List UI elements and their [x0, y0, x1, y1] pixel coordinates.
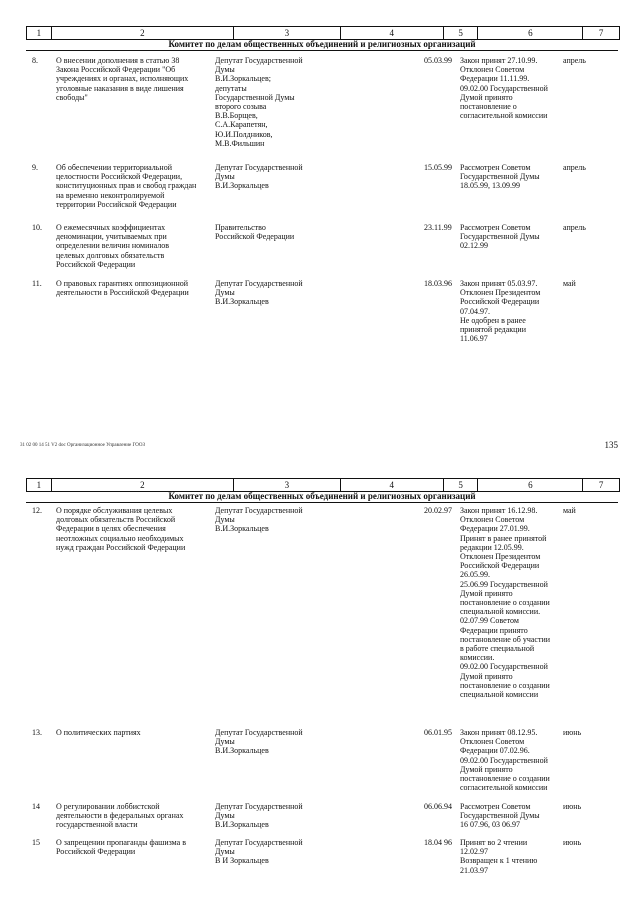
bill-date: 18.03.96 [424, 279, 452, 288]
bill-month: июнь [563, 838, 582, 847]
column-header-3: 3 [234, 27, 341, 39]
column-header-5: 5 [444, 27, 479, 39]
bill-author: Депутат Государственной Думы В.И.Зоркальцев [215, 163, 303, 191]
bill-month: май [563, 506, 576, 515]
section-title: Комитет по делам общественных объединений и религиозных организаций [26, 39, 618, 51]
bill-status: Закон принят 08.12.95. Отклонен Советом Федерации 07.02.96. 09.02.00 Государственной Думой принято постановление о создании согласительной комиссии [460, 728, 550, 793]
bill-title: Об обеспечении территориальной целостности Российской Федерации, конституционных прав и свобод граждан на временно неконтролируемой территории Российской Федерации [56, 163, 197, 209]
row-number: 15 [32, 838, 40, 847]
bill-title: О ежемесячных коэффициентах деноминации, учитываемых при определении величин номиналов целевых долговых обязательств Российской Федерации [56, 223, 170, 269]
bill-title: О правовых гарантиях оппозиционной деятельности в Российской Федерации [56, 279, 189, 298]
column-header-4: 4 [341, 27, 444, 39]
bill-month: июнь [563, 728, 582, 737]
bill-date: 06.06.94 [424, 802, 452, 811]
bill-month: апрель [563, 56, 586, 65]
bill-author: Депутат Государственной Думы В.И.Зоркальцев; депутаты Государственной Думы второго созыва В.В.Борщев, С.А.Карапетян, Ю.И.Полдников, М.В.Фильшин [215, 56, 303, 148]
bill-date: 18.04 96 [424, 838, 452, 847]
bill-author: Депутат Государственной Думы В.И.Зоркальцев [215, 279, 303, 307]
column-header-2: 2 [52, 479, 234, 491]
column-header-row-page2 [26, 478, 620, 492]
row-number: 13. [32, 728, 42, 737]
bill-author: Правительство Российской Федерации [215, 223, 295, 242]
row-number: 11. [32, 279, 42, 288]
bill-status: Рассмотрен Советом Государственной Думы 18.05.99, 13.09.99 [460, 163, 540, 191]
column-header-7: 7 [598, 480, 604, 490]
bill-date: 15.05.99 [424, 163, 452, 172]
column-header-6: 6 [478, 479, 583, 491]
bill-date: 05.03.99 [424, 56, 452, 65]
bill-author: Депутат Государственной Думы В И Зоркальцев [215, 838, 303, 866]
bill-title: О регулировании лоббистской деятельности в федеральных органах государственной власти [56, 802, 184, 830]
column-header-1: 1 [27, 479, 52, 491]
bill-title: О запрещении пропаганды фашизма в Российской Федерации [56, 838, 186, 857]
column-header-2: 2 [52, 27, 234, 39]
page-number: 135 [604, 440, 618, 450]
column-header-6: 6 [478, 27, 583, 39]
bill-date: 06.01.95 [424, 728, 452, 737]
row-number: 12. [32, 506, 42, 515]
bill-month: июнь [563, 802, 582, 811]
bill-title: О порядке обслуживания целевых долговых обязательств Российской Федерации в целях обеспечения неотложных социально необходимых нужд граждан Российской Федерации [56, 506, 186, 552]
bill-status: Закон принят 05.03.97. Отклонен Президентом Российской Федерации 07.04.97. Не одобрен в ранее принятой редакции 11.06.97 [460, 279, 541, 344]
bill-month: май [563, 279, 576, 288]
row-number: 9. [32, 163, 38, 172]
column-header-row-page1 [26, 26, 620, 40]
row-number: 8. [32, 56, 38, 65]
bill-title: О политических партиях [56, 728, 141, 737]
file-footer: 31 02 00 14 51 V2 doc Организационное Управление ГООЗ [20, 443, 145, 448]
section-title: Комитет по делам общественных объединений и религиозных организаций [26, 491, 618, 503]
column-header-1: 1 [27, 27, 52, 39]
bill-status: Закон принят 27.10.99. Отклонен Советом Федерации 11.11.99. 09.02.00 Государственной Думой принято постановление о согласительной комиссии [460, 56, 548, 121]
bill-month: апрель [563, 223, 586, 232]
column-header-7: 7 [598, 28, 604, 38]
bill-author: Депутат Государственной Думы В.И.Зоркальцев [215, 728, 303, 756]
row-number: 14 [32, 802, 40, 811]
bill-month: апрель [563, 163, 586, 172]
bill-status: Рассмотрен Советом Государственной Думы 02.12.99 [460, 223, 540, 251]
bill-status: Принят во 2 чтении 12.02.97 Возвращен к 1 чтению 21.03.97 [460, 838, 538, 875]
column-header-4: 4 [341, 479, 444, 491]
row-number: 10. [32, 223, 42, 232]
column-header-3: 3 [234, 479, 341, 491]
bill-author: Депутат Государственной Думы В.И.Зоркальцев [215, 506, 303, 534]
bill-date: 23.11.99 [424, 223, 452, 232]
bill-status: Рассмотрен Советом Государственной Думы 16 07.96, 03 06.97 [460, 802, 540, 830]
bill-status: Закон принят 16.12.98. Отклонен Советом Федерации 27.01.99. Принят в ранее принятой редакции 12.05.99. Отклонен Президентом Российской Федерации 26.05.99. 25.06.99 Государственной Думой принято постановление о создании специальной комиссии. 02.07.99 Советом Федерации принято постановление об участии в работе специальной комиссии. 09.02.00 Государственной Думой принято постановление о создании специальной комиссии [460, 506, 551, 700]
bill-title: О внесении дополнения в статью 38 Закона Российской Федерации "Об учреждениях и органах, исполняющих уголовные наказания в виде лишения свободы" [56, 56, 189, 102]
bill-author: Депутат Государственной Думы В.И.Зоркальцев [215, 802, 303, 830]
bill-date: 20.02.97 [424, 506, 452, 515]
column-header-5: 5 [444, 479, 479, 491]
